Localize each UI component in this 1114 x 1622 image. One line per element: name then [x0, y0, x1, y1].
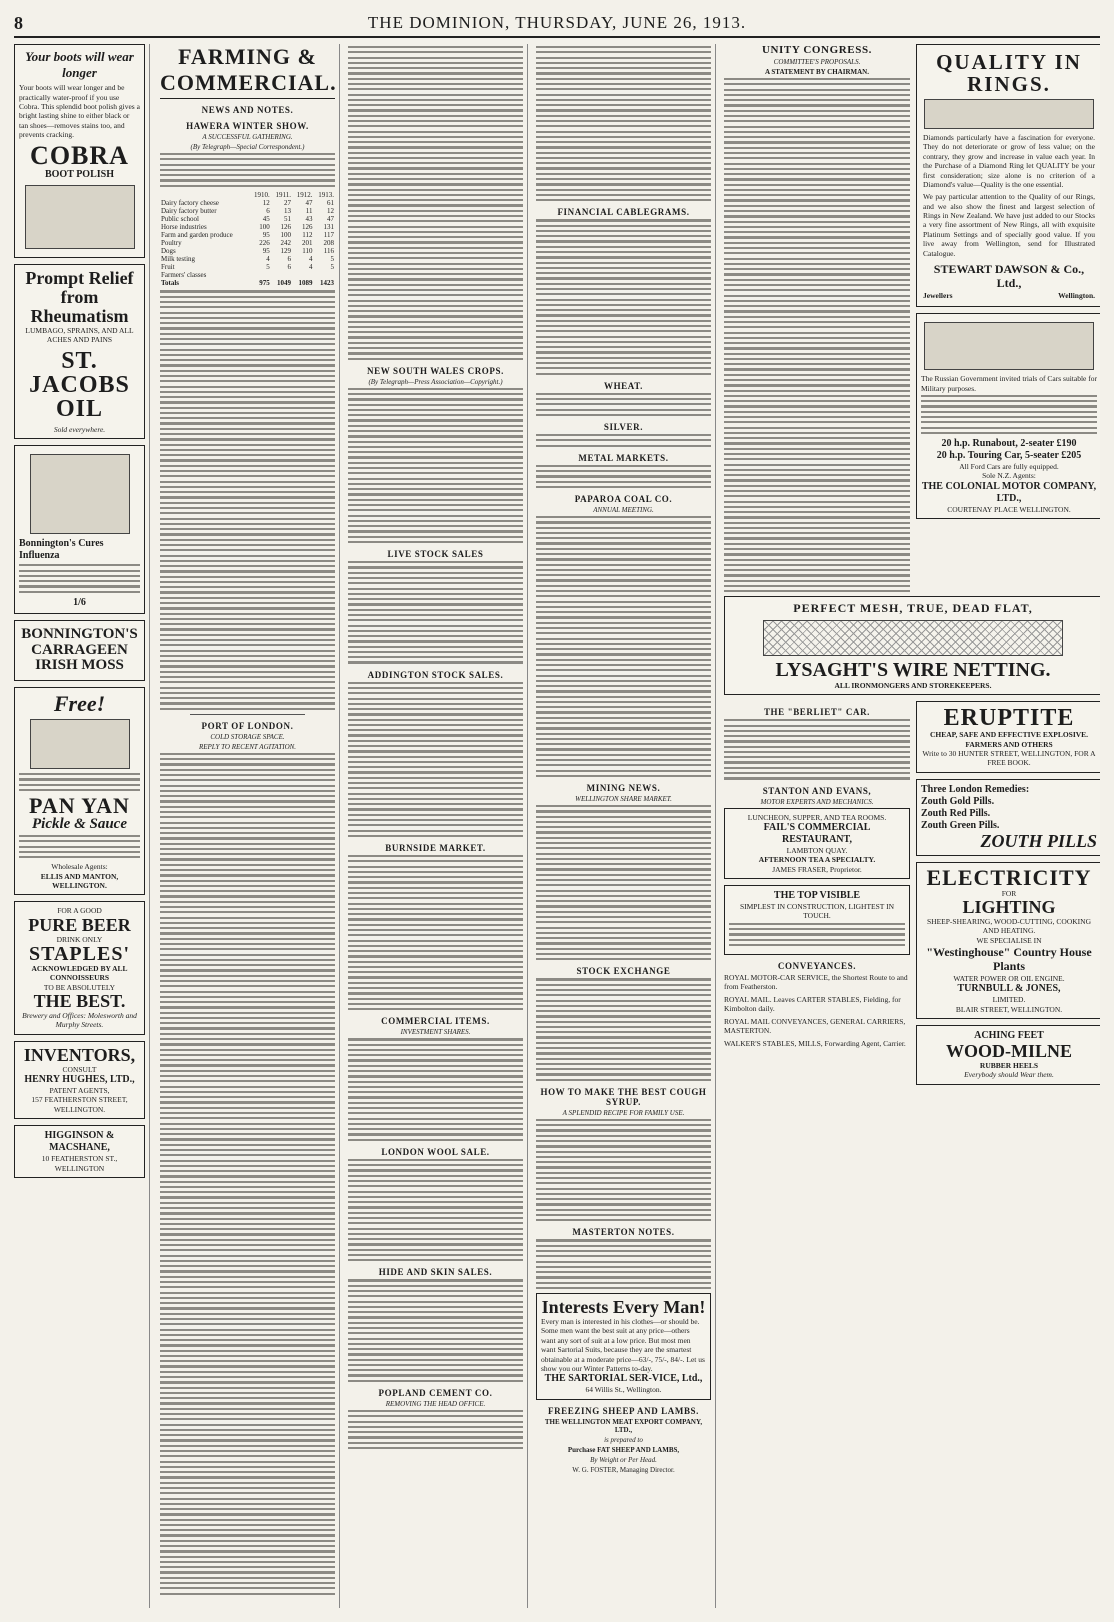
popland-heading: POPLAND CEMENT CO. [378, 1387, 493, 1398]
pan-yan-advert: Free! PAN YAN Pickle & Sauce Wholesale Agents: ELLIS AND MANTON, WELLINGTON. [14, 687, 145, 895]
table-header-row: 1910. 1911. 1912. 1913. [254, 190, 334, 199]
entries-table [160, 191, 335, 288]
advert-firm: THE SARTORIAL SER-VICE, Ltd., [544, 1373, 703, 1385]
zouth-pills-advert: Three London Remedies: Zouth Gold Pills. Zouth Red Pills. Zouth Green Pills. ZOUTH PILLS [916, 779, 1100, 856]
masterton-heading: MASTERTON NOTES. [572, 1227, 675, 1238]
london-wool-heading: LONDON WOOL SALE. [381, 1146, 490, 1157]
st-jacobs-oil-advert: Prompt Relief from Rheumatism LUMBAGO, SPRAINS, AND ALL ACHES AND PAINS ST. JACOBS OIL Sold everywhere. [14, 264, 145, 439]
table-row: Dairy factory butter 6 13 11 12 [161, 206, 334, 215]
stock-exchange-heading: STOCK EXCHANGE [576, 966, 671, 977]
table-row: Farm and garden produce 95 100 112 117 [161, 231, 334, 240]
text: is prepared to [604, 1435, 643, 1444]
table-row: Dairy factory cheese 12 27 47 61 [161, 198, 334, 207]
table-total-row: Totals 975 1049 1089 1423 [161, 279, 334, 288]
text: THE WELLINGTON MEAT EXPORT COMPANY, LTD., [544, 1417, 703, 1434]
table-row: Dogs 95 129 110 116 [161, 247, 334, 256]
port-of-london-heading: PORT OF LONDON. [201, 720, 294, 731]
woman-portrait [30, 454, 130, 534]
wire-mesh-illustration [763, 620, 1063, 656]
advert-column [14, 44, 150, 1608]
table-row: Fruit 5 6 4 5 [161, 263, 334, 272]
boot-illustration [25, 185, 135, 249]
ford-car-advert: The Russian Government invited trials of Cars suitable for Military purposes. 20 h.p. Runabout, 2-seater £190 20 h.p. Touring Car, 5-seater £205 All Ford Cars are fully equipped. Sole N.Z. Agents: THE COLONIAL MOTOR COMPANY, LTD., COURTENAY PLACE WELLINGTON. [916, 313, 1100, 519]
article-body [536, 1239, 711, 1289]
wheat-heading: WHEAT. [603, 380, 644, 391]
henry-hughes-advert: INVENTORS, CONSULT HENRY HUGHES, LTD., PATENT AGENTS, 157 FEATHERSTON STREET, WELLINGTON. [14, 1041, 145, 1119]
list-item: WALKER'S STABLES, MILLS, Forwarding Agent, Carrier. [724, 1039, 906, 1049]
cobra-advert: Your boots will wear longer Your boots will wear longer and be practically water-proof if you use Cobra. This splendid boot polish gives a bright lasting shine to either black or tan shoes—removes stains too, and prevents cracking. COBRA BOOT POLISH [14, 44, 145, 258]
article-body [160, 290, 335, 709]
conveyances-heading: CONVEYANCES. [777, 961, 857, 972]
mining-news-heading: MINING NEWS. [586, 783, 661, 794]
commercial-items-heading: COMMERCIAL ITEMS. [381, 1016, 490, 1027]
list-item: Zouth Green Pills. [921, 819, 1000, 831]
typewriter-advert: THE TOP VISIBLE SIMPLEST IN CONSTRUCTION, LIGHTEST IN TOUCH. [724, 885, 910, 955]
masthead [14, 10, 1100, 38]
advert-body: Every man is interested in his clothes—or should be. Some men want the best suit at any price—others want any sort of suit at a low price. But most men want Sartorial Suits, because they are the smartest obtainable at a moderate price—63/-, 75/-, 84/-. Let us show you our Winter Patterns to-day. [541, 1317, 705, 1373]
cough-syrup-heading: HOW TO MAKE THE BEST COUGH SYRUP. [540, 1086, 707, 1107]
hide-skin-heading: HIDE AND SKIN SALES. [378, 1267, 493, 1278]
live-stock-heading: LIVE STOCK SALES [387, 549, 484, 560]
sartorial-advert [536, 1293, 711, 1400]
nsw-crops-heading: NEW SOUTH WALES CROPS. [367, 365, 504, 376]
right-column: UNITY CONGRESS. COMMITTEE'S PROPOSALS. A STATEMENT BY CHAIRMAN. QUALITY IN RINGS. Diamonds particularly have a fascination for everyone. They do not deteriorate or grow of less value; on the contrary, they grow and increase in value each year. In the Purchase of a Diamond Ring let QUALITY be your first consideration; size alone is no criterion of a Diamond's value—Quality is the one essential. We pay particular attention to the Quality of our Rings, and we also show the finest and largest selection of Rings in New Zealand. We have just added to our Stocks a very fine assortment of New Rings, all with exquisite Platinum Settings and of specially good value. If you live away from Wellington, send for Illustrated Catalogue. STEWART DAWSON & Co., Ltd., Jewellers Wellington. The Russian Government invited trials of Cars suitable for Military purposes. 20 h.p. Runabout, 2-seater £190 20 h.p. Touring Car, 5-seater £205 All Ford Cars are fully equipped. Sole N.Z. Agents: THE COLONIAL MOTOR COMPANY, LTD., COURTENAY PLACE WELLINGTON. PERFECT MESH, TRUE, DEAD FLAT, LYSAGHT'S WIRE NETTING. ALL IRONMONGERS AND STOREKEEPERS. THE "BERLIET" CAR. STANTON AND EVANS, MOTOR EXPERTS AND MECHANICS. LUNCHEON, SUPPER, AND TEA ROOMS. FAIL'S COMMERCIAL RESTAURANT, LAMBTON QUAY. AFTERNOON TEA A SPECIALTY. JAMES FRASER, Proprietor. THE TOP VISIBLE SIMPLEST IN CONSTRUCTION, LIGHTEST IN TOUCH. CONVEYANCES. ROYAL MOTOR-CAR SERVICE, the Shortest Route to and from Featherston. ROYAL MAIL. Leaves CARTER STABLES, Fielding, for Kimbolton daily. ROYAL MAIL CONVEYANCES, GENERAL CARRIERS, MASTERTON. WALKER'S STABLES, MILLS, Forwarding Agent, Carrier. ERUPTITE CHEAP, SAFE AND EFFECTIVE EXPLOSIVE. FARMERS AND OTHERS Write to 30 HUNTER STREET, WELLINGTON, FOR A FREE BOOK. Three London Remedies: Zouth Gold Pills. Zouth Red Pills. Zouth Green Pills. ZOUTH PILLS ELECTRICITY FOR LIGHTING SHEEP-SHEARING, WOOD-CUTTING, COOKING AND HEATING. WE SPECIALISE IN "Westinghouse" Country House Plants WATER POWER OR OIL ENGINE. TURNBULL & JONES, LIMITED. BLAIR STREET, WELLINGTON. ACHING FEET WOOD-MILNE RUBBER HEELS Everybody should Wear them. [720, 44, 1100, 1608]
table-row: Public school 45 51 43 47 [161, 215, 334, 224]
text: By Weight or Per Head. [590, 1455, 657, 1464]
lysaght-wire-netting-advert: PERFECT MESH, TRUE, DEAD FLAT, LYSAGHT'S WIRE NETTING. ALL IRONMONGERS AND STOREKEEPERS. [724, 596, 1100, 695]
advert-title: Interests Every Man! [541, 1297, 706, 1318]
burnside-heading: BURNSIDE MARKET. [385, 843, 486, 853]
article-body [348, 46, 523, 360]
freezing-heading: FREEZING SHEEP AND LAMBS. [547, 1405, 700, 1416]
stewart-dawson-rings-advert: QUALITY IN RINGS. Diamonds particularly have a fascination for everyone. They do not deteriorate or grow of less value; on the contrary, they grow and increase in value each year. In the Purchase of a Diamond Ring let QUALITY be your first consideration; size alone is no criterion of a Diamond's value—Quality is the one essential. We pay particular attention to the Quality of our Rings, and we also show the finest and largest selection of Rings in New Zealand. We have just added to our Stocks a very fine assortment of New Rings, all with exquisite Platinum Settings and of specially good value. If you live away from Wellington, send for Illustrated Catalogue. STEWART DAWSON & Co., Ltd., Jewellers Wellington. [916, 44, 1100, 307]
newspaper-title: THE DOMINION, THURSDAY, JUNE 26, 1913. [367, 13, 747, 32]
section-title: FARMING & COMMERCIAL. [160, 44, 335, 99]
berliet-heading: THE "BERLIET" CAR. [763, 707, 871, 718]
table-row: Poultry 226 242 201 208 [161, 239, 334, 248]
car-illustration [924, 322, 1094, 370]
table-row: Milk testing 4 6 4 5 [161, 255, 334, 264]
paparoa-heading: PAPAROA COAL CO. [574, 494, 673, 505]
finance-column: FINANCIAL CABLEGRAMS. WHEAT. SILVER. METAL MARKETS. PAPAROA COAL CO. ANNUAL MEETING. MINING NEWS. WELLINGTON SHARE MARKET. STOCK EXCHANGE HOW TO MAKE THE BEST COUGH SYRUP. A SPLENDID RECIPE FOR FAMILY USE. MASTERTON NOTES. Interests Every Man! Every man is interested in his clothes—or should be. Some men want the best suit at any price—others want any sort of suit at a low price. But most men want Sartorial Suits, because they are the smartest obtainable at a moderate price—63/-, 75/-, 84/-. Let us show you our Winter Patterns to-day. THE SARTORIAL SER-VICE, Ltd., 64 Willis St., Wellington. FREEZING SHEEP AND LAMBS. THE WELLINGTON MEAT EXPORT COMPANY, LTD., is prepared to Purchase FAT SHEEP AND LAMBS, By Weight or Per Head. W. G. FOSTER, Managing Director. [532, 44, 716, 1608]
advert-address: 64 Willis St., Wellington. [585, 1385, 662, 1395]
pickle-fork-illustration [30, 719, 130, 769]
list-item: ROYAL MAIL. Leaves CARTER STABLES, Fielding, for Kimbolton daily. [724, 995, 901, 1014]
commercial-restaurant-advert: LUNCHEON, SUPPER, AND TEA ROOMS. FAIL'S COMMERCIAL RESTAURANT, LAMBTON QUAY. AFTERNOON TEA A SPECIALTY. JAMES FRASER, Proprietor. [724, 808, 910, 880]
market-column: NEW SOUTH WALES CROPS. (By Telegraph—Press Association—Copyright.) LIVE STOCK SALES ADDINGTON STOCK SALES. BURNSIDE MARKET. COMMERCIAL ITEMS. INVESTMENT SHARES. LONDON WOOL SALE. HIDE AND SKIN SALES. POPLAND CEMENT CO. REMOVING THE HEAD OFFICE. [344, 44, 528, 1608]
text: W. G. FOSTER, Managing Director. [572, 1465, 675, 1474]
page-number: 8 [14, 12, 23, 33]
list-item: ROYAL MAIL CONVEYANCES, GENERAL CARRIERS, MASTERTON. [724, 1017, 906, 1036]
list-item: Zouth Gold Pills. [921, 795, 995, 807]
farming-column: FARMING & COMMERCIAL. NEWS AND NOTES. HAWERA WINTER SHOW. A SUCCESSFUL GATHERING. (By Telegraph—Special Correspondent.) 1910. 1911. 1912. 1913. Dairy factory cheese 12 27 47 61 Dairy factory butter 6 13 11 12 Public school 45 51 43 47 Horse industries 100 126 126 131 Farm and garden produce 95 100 112 117 Poultry 226 242 201 208 Dogs 95 129 110 116 Milk testing 4 6 4 5 Fruit 5 6 4 5 Farmers' classes Totals 975 1049 1089 1423 PORT OF LONDON. COLD STORAGE SPACE. REPLY TO RECENT AGITATION. [156, 44, 340, 1608]
wood-milne-advert: ACHING FEET WOOD-MILNE RUBBER HEELS Everybody should Wear them. [916, 1025, 1100, 1085]
bonnington-irish-moss-advert: BONNINGTON'S CARRAGEEN IRISH MOSS [14, 620, 145, 681]
conveyance-list [724, 973, 910, 1048]
staples-beer-advert: FOR A GOOD PURE BEER DRINK ONLY STAPLES' ACKNOWLEDGED BY ALL CONNOISSEURS TO BE ABSOLUTELY THE BEST. Brewery and Offices: Molesworth and Murphy Streets. [14, 901, 145, 1034]
article-body [160, 753, 335, 1595]
list-item: Zouth Red Pills. [921, 807, 991, 819]
silver-heading: SILVER. [603, 422, 644, 432]
list-item: ROYAL MOTOR-CAR SERVICE, the Shortest Route to and from Featherston. [724, 973, 908, 992]
table-row: Farmers' classes [161, 271, 207, 280]
financial-cables-heading: FINANCIAL CABLEGRAMS. [557, 207, 690, 218]
metal-markets-heading: METAL MARKETS. [578, 452, 669, 463]
unity-congress-heading: UNITY CONGRESS. [761, 44, 873, 56]
eruptite-advert: ERUPTITE CHEAP, SAFE AND EFFECTIVE EXPLOSIVE. FARMERS AND OTHERS Write to 30 HUNTER STREET, WELLINGTON, FOR A FREE BOOK. [916, 701, 1100, 773]
hawera-heading: HAWERA WINTER SHOW. [186, 121, 309, 131]
news-and-notes-heading: NEWS AND NOTES. [201, 105, 294, 115]
rings-illustration [924, 99, 1094, 129]
bonnington-advert: Bonnington's Cures Influenza 1/6 [14, 445, 145, 614]
addington-heading: ADDINGTON STOCK SALES. [367, 669, 504, 680]
table-row: Horse industries 100 126 126 131 [161, 223, 334, 232]
higginson-advert: HIGGINSON & MACSHANE, 10 FEATHERSTON ST., WELLINGTON [14, 1125, 145, 1178]
electricity-advert: ELECTRICITY FOR LIGHTING SHEEP-SHEARING, WOOD-CUTTING, COOKING AND HEATING. WE SPECIALISE IN "Westinghouse" Country House Plants WATER POWER OR OIL ENGINE. TURNBULL & JONES, LIMITED. BLAIR STREET, WELLINGTON. [916, 862, 1100, 1019]
text: Purchase FAT SHEEP AND LAMBS, [567, 1445, 680, 1454]
